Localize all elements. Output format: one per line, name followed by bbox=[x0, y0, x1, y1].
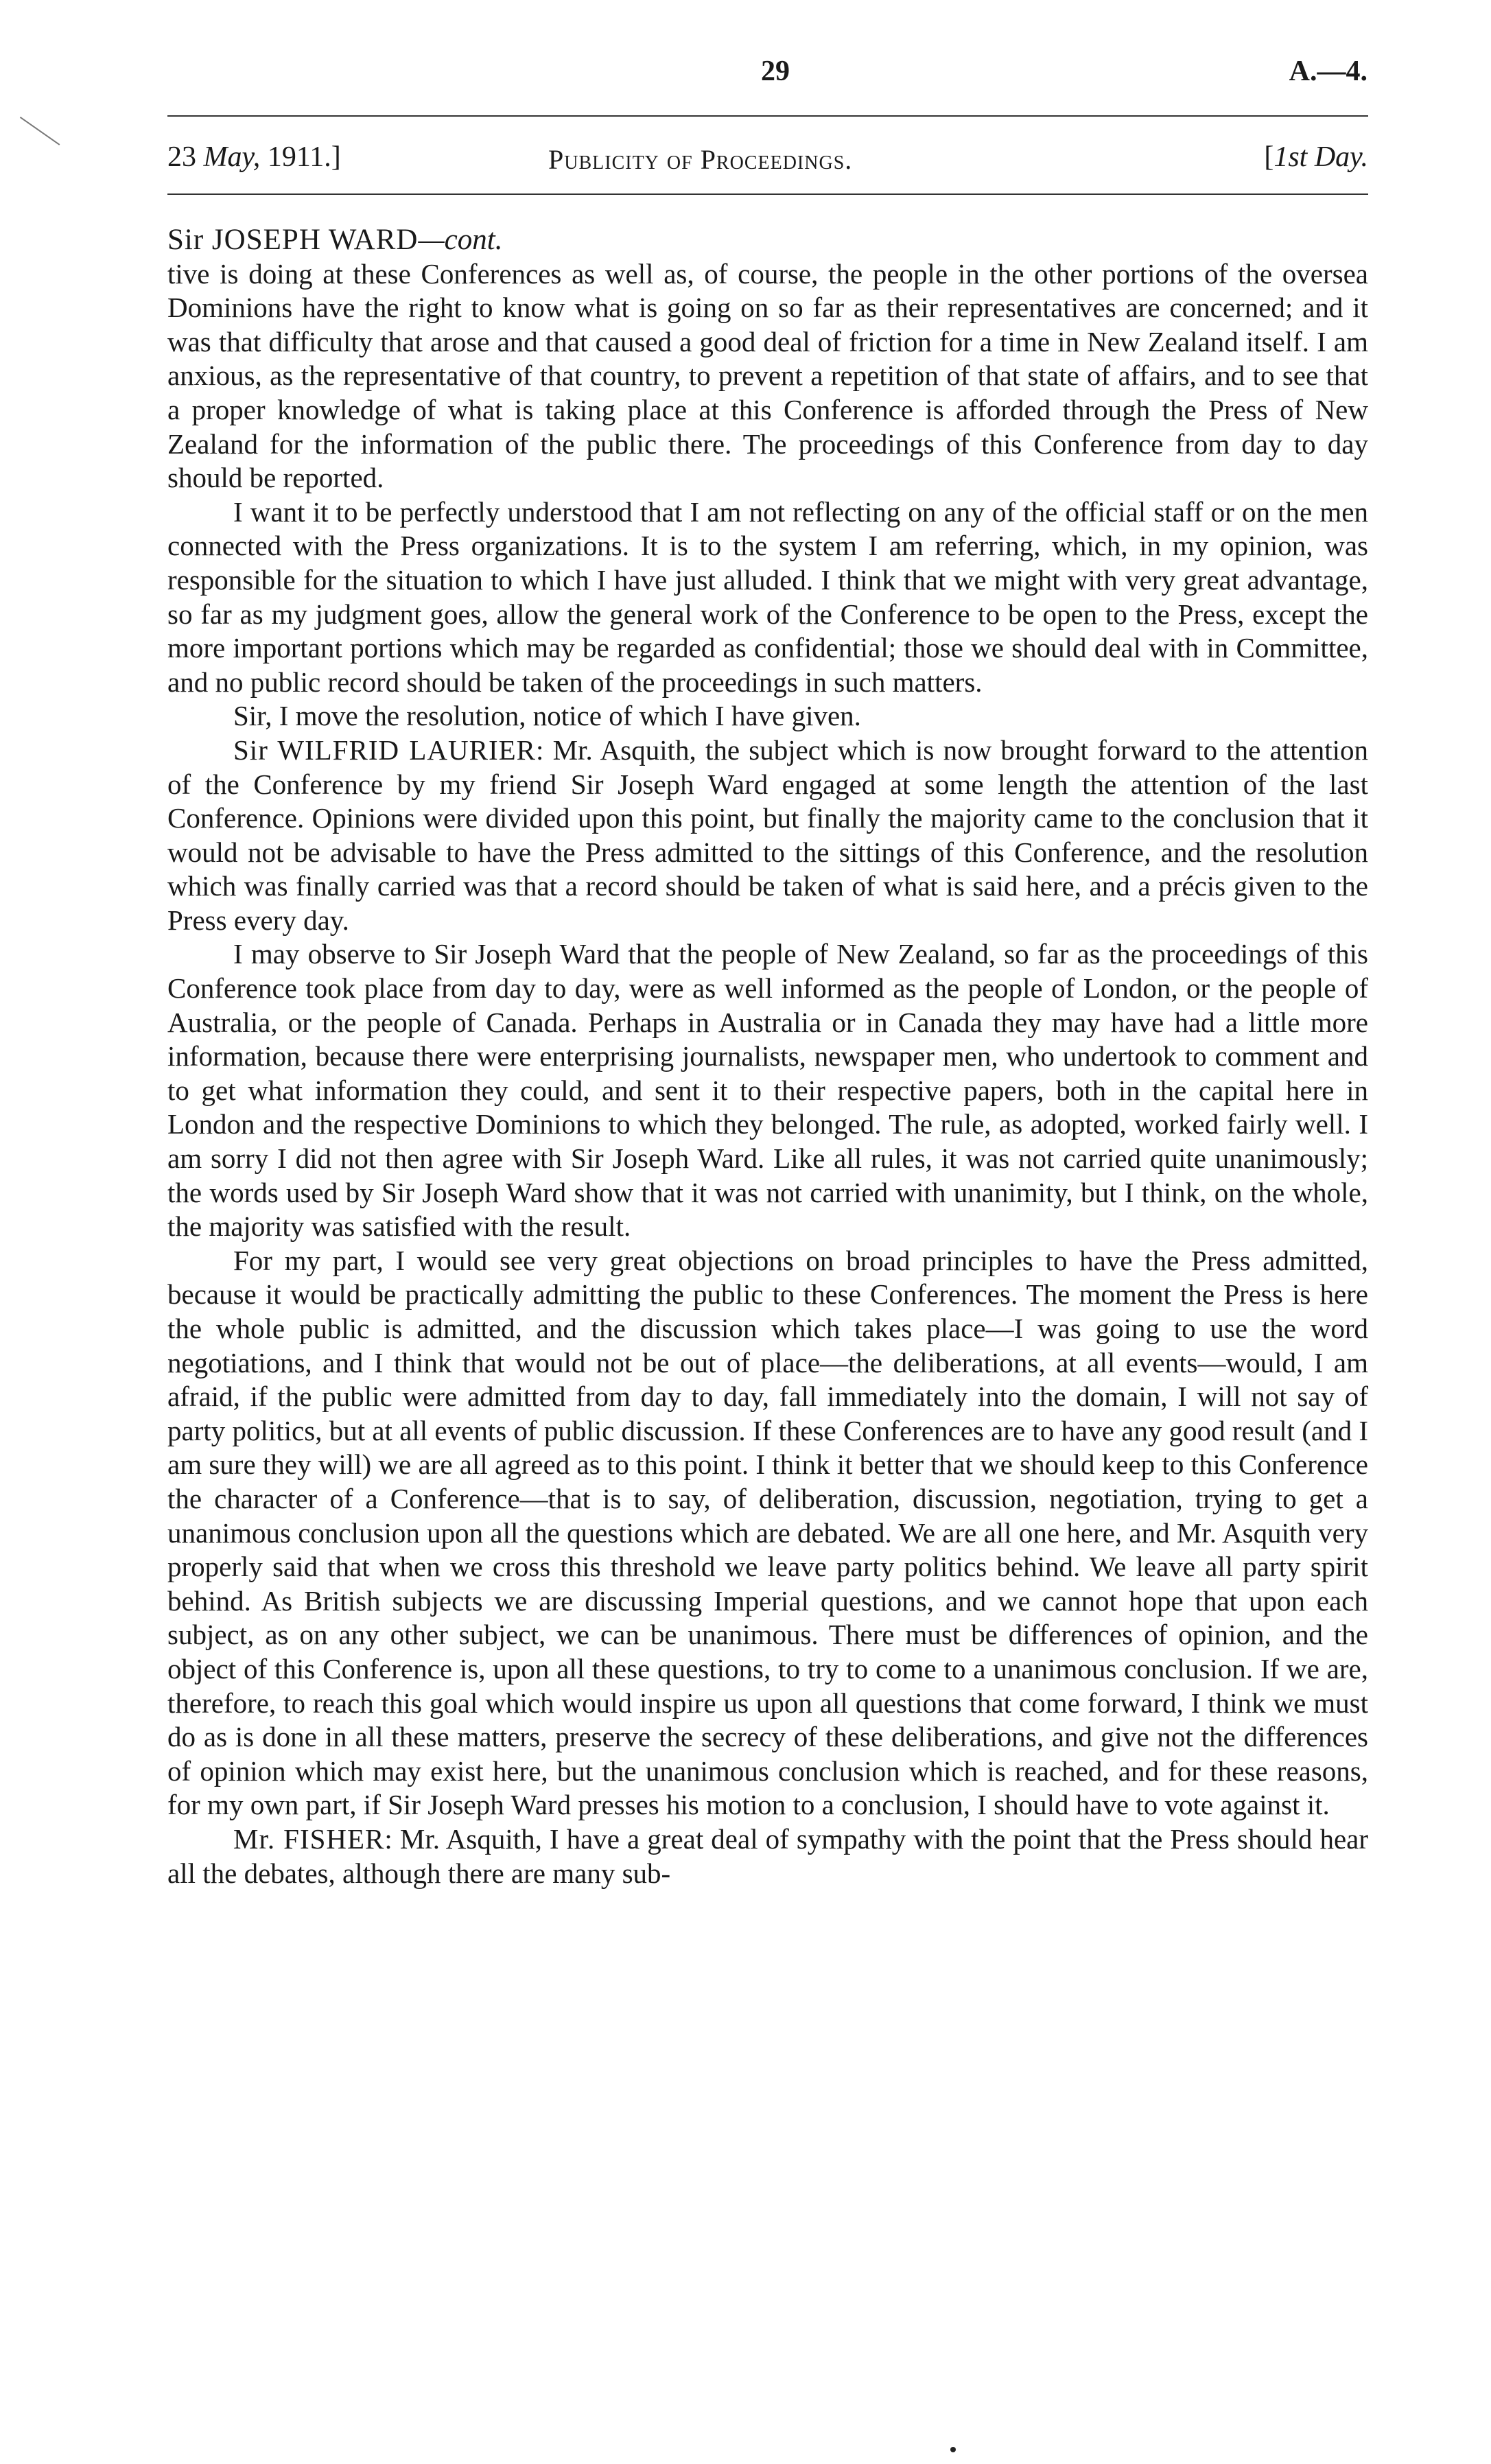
running-head-date bbox=[167, 141, 341, 174]
paragraph-3: Sir, I move the resolution, notice of which I have given. bbox=[233, 700, 861, 732]
paragraph-7 bbox=[167, 1822, 1368, 1890]
speaker-fisher: Mr. FISHER bbox=[233, 1822, 385, 1855]
scan-artifact-mark bbox=[20, 117, 60, 145]
speaker-continued-heading bbox=[167, 223, 1368, 257]
day-bracket: [ bbox=[1264, 141, 1274, 173]
date-day: 23 bbox=[167, 141, 196, 173]
day-label: 1st Day. bbox=[1273, 141, 1368, 173]
paragraph-6: For my part, I would see very great objections on broad principles to have the Press admitted, because it would be practically admitting the public to these Conferences. The moment the Press is here the whole public is admitted, and the discussion which takes place—I was going to use the word negotiations, and I think that would not be out of place—the deliberations, at all events—would, I am afraid, if the public were admitted from day to day, fall immediately into the domain, I will not say of party politics, but at all events of public discussion. If these Conferences are to have any good result (and I am sure they will) we are all agreed as to this point. I think it better that we should keep to this Conference the character of a Conference—that is to say, of deliberation, discussion, negotiation, trying to get a unanimous conclusion upon all the questions which are debated. We are all one here, and Mr. Asquith very properly said that when we cross this threshold we leave party politics behind. We leave all party spirit behind. As British subjects we are discussing Imperial questions, and we cannot hope that upon each subject, as on any other subject, we can be unanimous. There must be differences of opinion, and the object of this Conference is, upon all these questions, to try to come to a unanimous conclusion. If we are, therefore, to reach this goal which would inspire us upon all questions that come forward, I think we must do as is done in all these matters, preserve the secrecy of these deliberations, and give not the differences of opinion which may exist here, but the unanimous conclusion which is reached, and for these reasons, for my own part, if Sir Joseph Ward presses his motion to a conclusion, I should have to vote against it. bbox=[167, 1244, 1368, 1821]
speaker-laurier: Sir WILFRID LAURIER bbox=[233, 734, 536, 766]
paragraph-5: I may observe to Sir Joseph Ward that the people of New Zealand, so far as the proceedings of this Conference took place from day to day, were as well informed as the people of London, or the people of Australia, or the people of Canada. Perhaps in Australia or in Canada they may have had a little more information, because there were enterprising journalists, newspaper men, who undertook to comment and to get what information they could, and sent it to their respective papers, both in the capital here in London and the respective Dominions to which they belonged. The rule, as adopted, worked fairly well. I am sorry I did not then agree with Sir Joseph Ward. Like all rules, it was not carried quite unanimously; the words used by Sir Joseph Ward show that it was not carried with unanimity, but I think, on the whole, the majority was satisfied with the result. bbox=[167, 938, 1368, 1243]
page-number: 29 bbox=[761, 56, 790, 87]
paragraph-4-text: : Mr. Asquith, the subject which is now brought forward to the attention of the Conference by my friend Sir Joseph Ward engaged at some length the attention of the last Conference. Opinions were divided upon this point, but finally the majority came to the conclusion that it would not be advisable to have the Press admitted to the sittings of this Conference, and the resolution which was finally carried was that a record should be taken of what is said here, and a précis given to the Press every day. bbox=[167, 734, 1368, 936]
speaker-name: Sir JOSEPH WARD bbox=[167, 224, 419, 256]
section-title: Publicity of Proceedings. bbox=[548, 144, 853, 175]
header-rule-bottom bbox=[167, 193, 1368, 195]
continued-suffix: —cont. bbox=[418, 224, 503, 256]
paragraph-2: I want it to be perfectly understood that I am not reflecting on any of the official staff or on the men connected with the Press organizations. It is to the system I am referring, which, in my opinion, was responsible for the situation to which I have just alluded. I think that we might with very great advantage, so far as my judgment goes, allow the general work of the Conference to be open to the Press, except the more important portions which may be regarded as confidential; those we should deal with in Committee, and no public record should be taken of the proceedings in such matters. bbox=[167, 495, 1368, 698]
date-month: May, bbox=[203, 141, 261, 173]
page-footer-dot bbox=[950, 2447, 956, 2452]
running-head-day bbox=[1264, 141, 1368, 174]
date-year: 1911.] bbox=[267, 141, 341, 173]
document-reference: A.—4. bbox=[1289, 56, 1367, 87]
paragraph-1: tive is doing at these Conferences as well as, of course, the people in the other portions of the oversea Dominions have the right to know what is going on so far as their representatives are concerned; and it was that difficulty that arose and that caused a good deal of friction for a time in New Zealand itself. I am anxious, as the representative of that country, to prevent a repetition of that state of affairs, and to see that a proper knowledge of what is taking place at this Conference is afforded through the Press of New Zealand for the information of the public there. The proceedings of this Conference from day to day should be reported. bbox=[167, 257, 1368, 494]
running-head bbox=[167, 141, 1368, 182]
paragraph-7-text: : Mr. Asquith, I have a great deal of sympathy with the point that the Press should hear all the debates, although there are many sub- bbox=[167, 1822, 1368, 1889]
paragraph-4 bbox=[167, 734, 1368, 938]
header-rule-top bbox=[167, 115, 1368, 117]
body-text bbox=[167, 223, 1368, 1890]
